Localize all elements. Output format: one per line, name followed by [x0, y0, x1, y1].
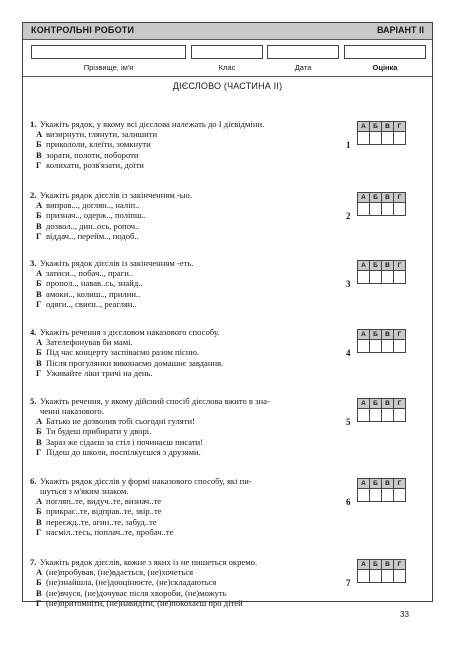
option-letter: Г	[36, 598, 42, 609]
grid-header-cell: В	[382, 261, 394, 271]
option-text: Зараз же сідаєш за стіл і починаєш писати!	[46, 436, 204, 447]
answer-option	[28, 337, 353, 347]
answer-option	[28, 437, 353, 447]
answer-cell[interactable]	[370, 203, 382, 216]
question-text	[28, 396, 353, 416]
answer-option	[28, 496, 353, 506]
answer-cell[interactable]	[382, 570, 394, 583]
option-text: насміл..тесь, поплач..те, пробач..те	[46, 527, 174, 538]
question-number: 1.	[30, 119, 37, 129]
grid-header-cell: А	[358, 399, 370, 409]
grid-header-cell: В	[382, 479, 394, 489]
answer-cell[interactable]	[382, 271, 394, 284]
header-divider	[23, 76, 432, 77]
answer-number: 7	[346, 578, 351, 588]
answer-option	[28, 268, 353, 278]
grid-header-cell: Б	[370, 560, 382, 570]
option-text: зорати, полоти, побороти	[46, 149, 139, 160]
answer-cell[interactable]	[370, 271, 382, 284]
answer-number: 2	[346, 211, 351, 221]
answer-cell[interactable]	[358, 203, 370, 216]
answer-grid	[357, 121, 406, 145]
option-text: амоки.., колиш.., прилии..	[46, 288, 141, 299]
grid-header-cell: А	[358, 193, 370, 203]
option-letter: В	[36, 516, 42, 527]
answer-cell[interactable]	[358, 409, 370, 422]
option-letter: Б	[36, 139, 42, 150]
option-letter: А	[36, 200, 43, 210]
grade-label: Оцінка	[372, 63, 398, 72]
question-line: Укажіть рядок дієслів, кожне з яких із не пишеться окремо.	[40, 557, 258, 567]
question-number: 6.	[30, 476, 37, 486]
answer-cell[interactable]	[394, 271, 406, 284]
option-text: дозвол.., дин..ось, ропоч..	[46, 220, 140, 231]
answer-grid	[357, 329, 406, 353]
question-text	[28, 258, 353, 268]
option-letter: Г	[36, 299, 42, 310]
option-text: (не)вчуся, (не)дочуває після хвороби, (не)можуть	[46, 587, 227, 598]
answer-option	[28, 129, 353, 139]
option-text: (не)притомніти, (не)навидіти, (не)покохаєш про дітей	[46, 598, 243, 609]
option-text: віддач.., перейм.., подоб..	[46, 231, 139, 242]
option-letter: Г	[36, 368, 42, 379]
question-number: 2.	[30, 190, 37, 200]
answer-cell[interactable]	[370, 489, 382, 502]
option-letter: Г	[36, 527, 42, 538]
option-letter: А	[36, 567, 43, 577]
answer-number: 5	[346, 417, 351, 427]
header-bar	[23, 23, 432, 40]
question-line: ченні наказового.	[40, 406, 104, 416]
option-letter: В	[36, 357, 42, 368]
answer-cell[interactable]	[358, 271, 370, 284]
answer-option	[28, 506, 353, 516]
option-letter: Б	[36, 278, 42, 289]
option-text: погляп..те, видуч..те, визнач..те	[46, 496, 162, 506]
answer-grid	[357, 398, 406, 422]
option-letter: Б	[36, 347, 42, 358]
page-number: 33	[400, 610, 409, 619]
answer-option	[28, 289, 353, 299]
answer-grid	[357, 192, 406, 216]
option-text: визирнути, глянути, залишити	[46, 129, 158, 139]
option-text: прикололи, клеїти, зомкнути	[46, 139, 151, 150]
question-3	[28, 258, 353, 310]
answer-number: 3	[346, 279, 351, 289]
option-text: Після прогулянки виконаємо домашнє завдання.	[46, 357, 224, 368]
option-text: Зателефонував би мамі.	[46, 337, 133, 347]
option-text: Підеш до школи, поспілкуєшся з друзями.	[46, 447, 201, 458]
option-letter: Б	[36, 506, 42, 517]
grid-header-cell: Г	[394, 560, 406, 570]
question-line: Укажіть речення з дієсловом наказового способу.	[40, 327, 220, 337]
grid-header-cell: Б	[370, 479, 382, 489]
grid-header-cell: А	[358, 261, 370, 271]
option-text: Ти будеш прибирати у дворі.	[46, 426, 152, 437]
answer-number: 1	[346, 140, 351, 150]
class-label: Клас	[218, 63, 236, 72]
answer-option	[28, 278, 353, 288]
option-text: пропол.., навав..сь, знайд..	[46, 278, 143, 289]
answer-grid	[357, 478, 406, 502]
question-text	[28, 476, 353, 496]
grid-header-cell: Б	[370, 330, 382, 340]
option-letter: В	[36, 220, 42, 231]
question-5	[28, 396, 353, 458]
answer-cell[interactable]	[382, 409, 394, 422]
answer-option	[28, 200, 353, 210]
answer-option	[28, 160, 353, 170]
question-line: Укажіть рядок дієслів із закінченням -еть.	[40, 258, 194, 268]
answer-cell[interactable]	[358, 570, 370, 583]
answer-option	[28, 588, 353, 598]
grid-header-cell: А	[358, 479, 370, 489]
question-line: шуться з м'яким знаком.	[40, 486, 129, 496]
page-title: ДІЄСЛОВО (ЧАСТИНА II)	[172, 81, 283, 91]
question-line: Укажіть рядок, у якому всі дієслова належать до I дієвідміни.	[40, 119, 265, 129]
answer-option	[28, 447, 353, 457]
question-text	[28, 119, 353, 129]
question-line: Укажіть рядок дієслів у формі наказового способу, які пи-	[40, 476, 252, 486]
option-letter: Г	[36, 447, 42, 458]
answer-option	[28, 577, 353, 587]
grid-header-cell: Г	[394, 122, 406, 132]
option-text: колихати, розв'язати, доїти	[46, 160, 144, 171]
answer-cell[interactable]	[382, 203, 394, 216]
grid-header-cell: Г	[394, 261, 406, 271]
answer-option	[28, 221, 353, 231]
question-1	[28, 119, 353, 171]
answer-cell[interactable]	[394, 340, 406, 353]
option-letter: В	[36, 288, 42, 299]
grid-header-cell: В	[382, 560, 394, 570]
name-field[interactable]	[31, 45, 186, 59]
question-line: Укажіть речення, у якому дійсний спосіб дієслова вжито в зна-	[40, 396, 270, 406]
answer-cell[interactable]	[370, 409, 382, 422]
answer-cell[interactable]	[394, 489, 406, 502]
answer-option	[28, 231, 353, 241]
answer-cell[interactable]	[370, 132, 382, 145]
answer-cell[interactable]	[358, 489, 370, 502]
section-title: КОНТРОЛЬНІ РОБОТИ	[31, 25, 135, 35]
option-letter: Б	[36, 577, 42, 588]
answer-option	[28, 358, 353, 368]
option-letter: А	[36, 496, 43, 506]
answer-cell[interactable]	[394, 203, 406, 216]
option-text: признач.., одерж.., поліпш..	[46, 210, 146, 221]
question-number: 4.	[30, 327, 37, 337]
answer-option	[28, 527, 353, 537]
grid-header-cell: А	[358, 330, 370, 340]
grid-header-cell: В	[382, 122, 394, 132]
grid-header-cell: В	[382, 193, 394, 203]
grid-header-cell: Б	[370, 193, 382, 203]
answer-cell[interactable]	[382, 132, 394, 145]
answer-cell[interactable]	[394, 132, 406, 145]
option-text: затиси.., побач.., праги..	[46, 268, 134, 278]
answer-option	[28, 210, 353, 220]
option-text: Уживайте ліки тричі на день.	[46, 368, 153, 379]
grid-header-cell: В	[382, 399, 394, 409]
date-label: Дата	[294, 63, 312, 72]
answer-option	[28, 567, 353, 577]
option-text: виправ..., доглян.., наліп..	[46, 200, 140, 210]
grid-header-cell: В	[382, 330, 394, 340]
grid-header-cell: Г	[394, 399, 406, 409]
answer-number: 6	[346, 497, 351, 507]
question-number: 7.	[30, 557, 37, 567]
grid-header-cell: Г	[394, 193, 406, 203]
answer-option	[28, 347, 353, 357]
option-letter: Г	[36, 160, 42, 171]
name-label: Прізвище, ім'я	[83, 63, 134, 72]
answer-option	[28, 426, 353, 436]
option-text: (не)пробував, (не)вдається, (не)хочеться	[46, 567, 194, 577]
grid-header-cell: А	[358, 122, 370, 132]
question-4	[28, 327, 353, 379]
option-text: Під час концерту заспіваємо разом пісню.	[46, 347, 200, 358]
answer-cell[interactable]	[370, 570, 382, 583]
answer-cell[interactable]	[382, 340, 394, 353]
answer-cell[interactable]	[382, 489, 394, 502]
grid-header-cell: А	[358, 560, 370, 570]
answer-grid	[357, 559, 406, 583]
option-letter: В	[36, 587, 42, 598]
question-number: 5.	[30, 396, 37, 406]
question-text	[28, 190, 353, 200]
question-text	[28, 557, 353, 567]
question-7	[28, 557, 353, 609]
question-6	[28, 476, 353, 538]
option-letter: А	[36, 416, 43, 426]
answer-option	[28, 150, 353, 160]
answer-option	[28, 368, 353, 378]
question-number: 3.	[30, 258, 37, 268]
variant-label: ВАРІАНТ II	[376, 25, 424, 35]
option-letter: В	[36, 149, 42, 160]
question-line: Укажіть рядок дієслів із закінченням -ыо.	[40, 190, 192, 200]
answer-option	[28, 598, 353, 608]
grid-header-cell: Б	[370, 122, 382, 132]
answer-option	[28, 517, 353, 527]
answer-cell[interactable]	[394, 409, 406, 422]
answer-cell[interactable]	[394, 570, 406, 583]
option-letter: А	[36, 337, 43, 347]
answer-cell[interactable]	[358, 340, 370, 353]
date-field[interactable]	[267, 45, 339, 59]
question-2	[28, 190, 353, 242]
answer-grid	[357, 260, 406, 284]
answer-option	[28, 416, 353, 426]
option-text: переєжд..те, агин..те, забуд..те	[46, 516, 157, 527]
option-text: (не)знайшла, (не)дооцінюєте, (не)складаються	[46, 577, 217, 588]
option-letter: А	[36, 129, 43, 139]
option-letter: Б	[36, 210, 42, 221]
option-text: Батько не дозволив тобі сьогодні гуляти!	[46, 416, 195, 426]
answer-number: 4	[346, 348, 351, 358]
grid-header-cell: Б	[370, 399, 382, 409]
answer-option	[28, 139, 353, 149]
option-letter: А	[36, 268, 43, 278]
grid-header-cell: Г	[394, 330, 406, 340]
option-letter: Б	[36, 426, 42, 437]
answer-cell[interactable]	[358, 132, 370, 145]
answer-option	[28, 299, 353, 309]
grade-field[interactable]	[344, 45, 426, 59]
option-letter: Г	[36, 231, 42, 242]
option-letter: В	[36, 436, 42, 447]
class-field[interactable]	[191, 45, 263, 59]
grid-header-cell: Б	[370, 261, 382, 271]
option-text: прикрас..те, відправ..те, звір..те	[46, 506, 162, 517]
answer-cell[interactable]	[370, 340, 382, 353]
option-text: одяги.., свиєн.., реаглян..	[46, 299, 137, 310]
grid-header-cell: Г	[394, 479, 406, 489]
question-text	[28, 327, 353, 337]
